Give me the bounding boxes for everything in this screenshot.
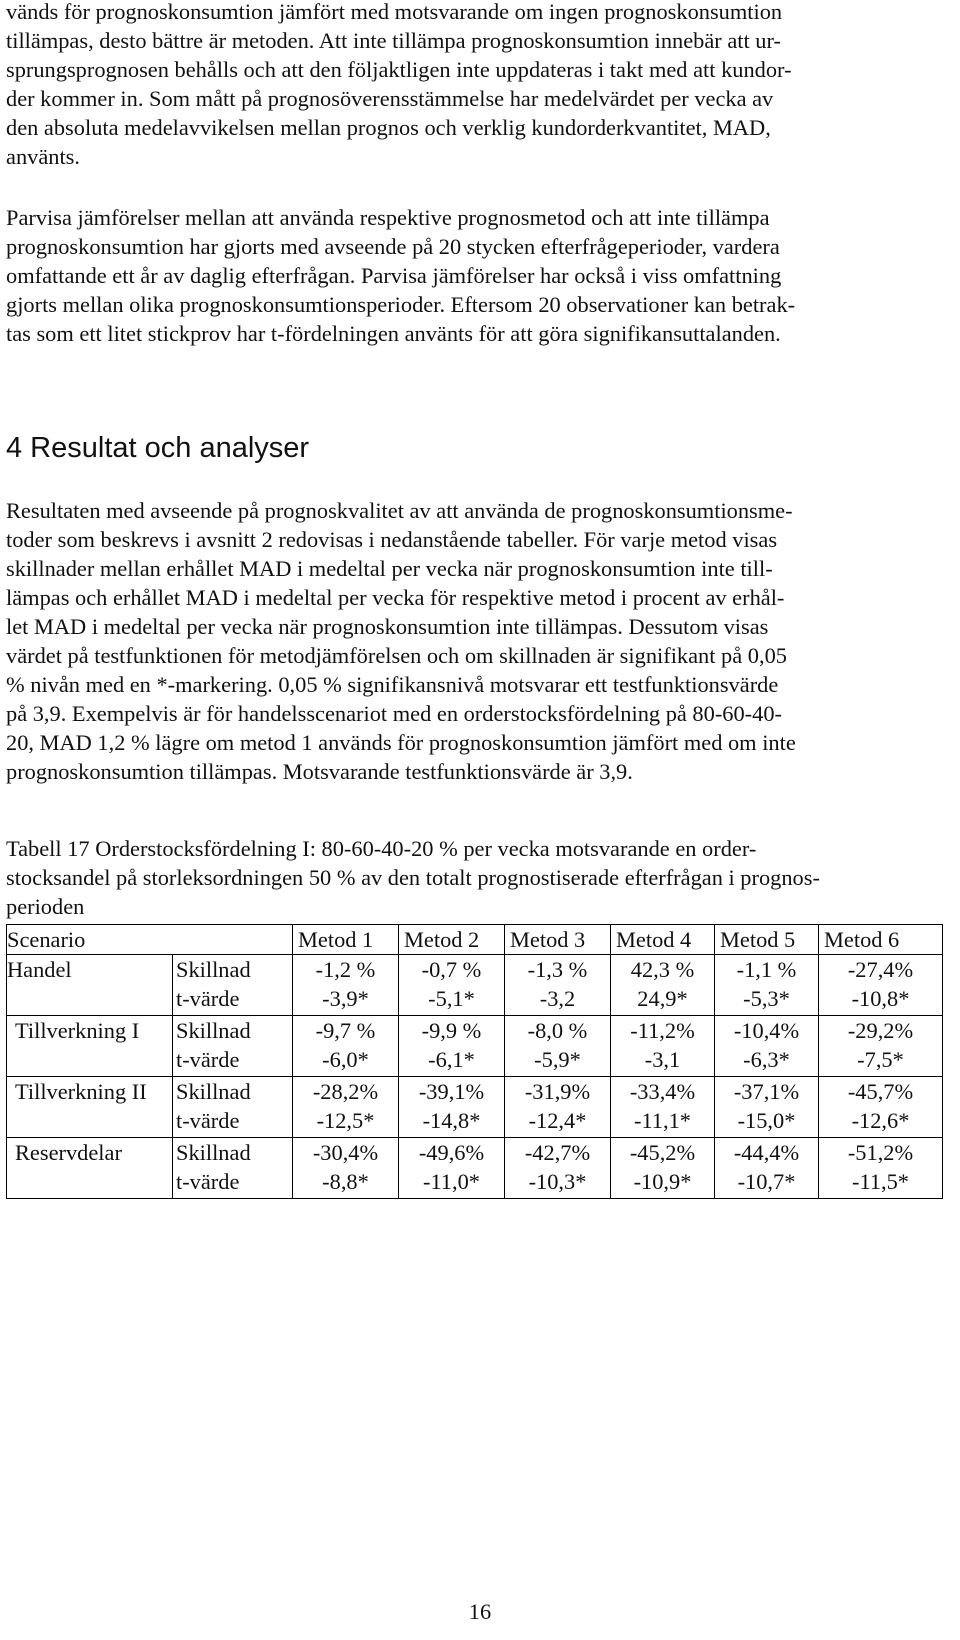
text-line: gjorts mellan olika prognoskonsumtionsperioder. Eftersom 20 observationer kan betrak-	[6, 292, 796, 317]
label-t-varde: t-värde	[176, 1108, 240, 1133]
text-line: den absoluta medelavvikelsen mellan prognos och verklig kundorderkvantitet, MAD,	[6, 115, 771, 140]
value-cell	[293, 1016, 399, 1077]
row-label-cell	[173, 1016, 293, 1077]
value-cell	[293, 1138, 399, 1199]
table-header-row	[7, 925, 943, 955]
table-row	[7, 1138, 943, 1199]
skillnad-value: -45,7%	[847, 1079, 914, 1104]
value-cell	[715, 955, 819, 1016]
paragraph-method-intro	[6, 0, 792, 171]
t-value: -3,2	[539, 986, 576, 1011]
skillnad-value: -0,7 %	[421, 957, 482, 982]
t-value: -3,1	[644, 1047, 681, 1072]
t-value: -5,1*	[428, 986, 475, 1011]
t-value: -7,5*	[857, 1047, 904, 1072]
scenario-cell: Tillverkning I	[7, 1016, 173, 1077]
value-cell	[399, 1016, 505, 1077]
label-skillnad: Skillnad	[176, 957, 251, 982]
table-row	[7, 1016, 943, 1077]
value-cell	[293, 955, 399, 1016]
t-value: -11,5*	[851, 1169, 909, 1194]
row-label-cell	[173, 955, 293, 1016]
value-cell	[611, 1138, 715, 1199]
text-line: Resultaten med avseende på prognoskvalitet av att använda de prognoskonsumtionsme-	[6, 498, 793, 523]
value-cell	[715, 1138, 819, 1199]
header-method-1: Metod 1	[293, 925, 399, 955]
t-value: -10,3*	[528, 1169, 587, 1194]
header-method-3: Metod 3	[505, 925, 611, 955]
text-line: på 3,9. Exempelvis är för handelsscenariot med en orderstocksfördelning på 80-60-40-	[6, 701, 782, 726]
t-value: -15,0*	[737, 1108, 796, 1133]
value-cell	[611, 955, 715, 1016]
t-value: -6,1*	[428, 1047, 475, 1072]
t-value: -10,8*	[851, 986, 910, 1011]
results-table-container	[6, 924, 943, 1199]
label-skillnad: Skillnad	[176, 1018, 251, 1043]
value-cell	[399, 955, 505, 1016]
label-t-varde: t-värde	[176, 986, 240, 1011]
t-value: -5,3*	[743, 986, 790, 1011]
value-cell	[293, 1077, 399, 1138]
text-line: sprungsprognosen behålls och att den följaktligen inte uppdateras i takt med att kundor-	[6, 57, 792, 82]
caption-line: Tabell 17 Orderstocksfördelning I: 80-60-40-20 % per vecka motsvarande en order-	[6, 836, 757, 861]
skillnad-value: -1,1 %	[736, 957, 797, 982]
skillnad-value: -1,3 %	[527, 957, 588, 982]
page-number: 16	[468, 1599, 492, 1624]
skillnad-value: -1,2 %	[315, 957, 376, 982]
text-line: lämpas och erhållet MAD i medeltal per vecka för respektive metod i procent av erhål-	[6, 585, 785, 610]
t-value: -8,8*	[322, 1169, 369, 1194]
text-line: let MAD i medeltal per vecka när prognoskonsumtion inte tillämpas. Dessutom visas	[6, 614, 769, 639]
t-value: -12,5*	[316, 1108, 375, 1133]
text-line: Parvisa jämförelser mellan att använda respektive prognosmetod och att inte tillämpa	[6, 205, 770, 230]
skillnad-value: -44,4%	[733, 1140, 800, 1165]
value-cell	[715, 1077, 819, 1138]
t-value: -5,9*	[534, 1047, 581, 1072]
value-cell	[505, 1077, 611, 1138]
skillnad-value: -45,2%	[629, 1140, 696, 1165]
value-cell	[819, 1138, 943, 1199]
header-method-5: Metod 5	[715, 925, 819, 955]
text-line: % nivån med en *-markering. 0,05 % signifikansnivå motsvarar ett testfunktionsvärde	[6, 672, 779, 697]
label-skillnad: Skillnad	[176, 1140, 251, 1165]
t-value: -11,1*	[633, 1108, 691, 1133]
t-value: 24,9*	[637, 986, 688, 1011]
text-line: tas som ett litet stickprov har t-fördelningen använts för att göra signifikansuttalanden.	[6, 321, 781, 346]
section-heading: 4 Resultat och analyser	[6, 432, 310, 464]
t-value: -10,7*	[737, 1169, 796, 1194]
value-cell	[505, 1016, 611, 1077]
scenario-cell: Tillverkning II	[7, 1077, 173, 1138]
skillnad-value: -51,2%	[847, 1140, 914, 1165]
paragraph-comparisons	[6, 203, 795, 348]
t-value: -3,9*	[322, 986, 369, 1011]
t-value: -12,6*	[851, 1108, 910, 1133]
skillnad-value: -9,7 %	[315, 1018, 376, 1043]
t-value: -12,4*	[528, 1108, 587, 1133]
label-skillnad: Skillnad	[176, 1079, 251, 1104]
skillnad-value: -11,2%	[630, 1018, 695, 1043]
text-line: 20, MAD 1,2 % lägre om metod 1 används för prognoskonsumtion jämfört med om inte	[6, 730, 796, 755]
label-t-varde: t-värde	[176, 1047, 240, 1072]
skillnad-value: -10,4%	[733, 1018, 800, 1043]
label-t-varde: t-värde	[176, 1169, 240, 1194]
text-line: vänds för prognoskonsumtion jämfört med motsvarande om ingen prognoskonsumtion	[6, 0, 783, 24]
scenario-cell: Reservdelar	[7, 1138, 173, 1199]
text-line: prognoskonsumtion tillämpas. Motsvarande testfunktionsvärde är 3,9.	[6, 759, 633, 784]
skillnad-value: -29,2%	[847, 1018, 914, 1043]
table-caption	[6, 834, 820, 921]
text-line: der kommer in. Som mått på prognosöverensstämmelse har medelvärdet per vecka av	[6, 86, 774, 111]
value-cell	[611, 1077, 715, 1138]
value-cell	[819, 1016, 943, 1077]
text-line: omfattande ett år av daglig efterfrågan. Parvisa jämförelser har också i viss omfattning	[6, 263, 782, 288]
value-cell	[819, 1077, 943, 1138]
value-cell	[399, 1138, 505, 1199]
text-line: toder som beskrevs i avsnitt 2 redovisas i nedanstående tabeller. För varje metod visas	[6, 527, 778, 552]
value-cell	[399, 1077, 505, 1138]
row-label-cell	[173, 1138, 293, 1199]
text-line: tillämpas, desto bättre är metoden. Att inte tillämpa prognoskonsumtion innebär att ur-	[6, 28, 781, 53]
t-value: -10,9*	[633, 1169, 692, 1194]
value-cell	[611, 1016, 715, 1077]
skillnad-value: -31,9%	[524, 1079, 591, 1104]
caption-line: perioden	[6, 894, 85, 919]
t-value: -6,3*	[743, 1047, 790, 1072]
scenario-cell: Handel	[7, 955, 173, 1016]
caption-line: stocksandel på storleksordningen 50 % av den totalt prognostiserade efterfrågan i prognos-	[6, 865, 820, 890]
skillnad-value: -28,2%	[312, 1079, 379, 1104]
skillnad-value: -8,0 %	[527, 1018, 588, 1043]
text-line: skillnader mellan erhållet MAD i medeltal per vecka när prognoskonsumtion inte till-	[6, 556, 773, 581]
skillnad-value: -30,4%	[312, 1140, 379, 1165]
header-scenario: Scenario	[7, 925, 293, 955]
text-line: prognoskonsumtion har gjorts med avseende på 20 stycken efterfrågeperioder, vardera	[6, 234, 780, 259]
t-value: -11,0*	[422, 1169, 480, 1194]
skillnad-value: -37,1%	[733, 1079, 800, 1104]
value-cell	[819, 955, 943, 1016]
header-method-6: Metod 6	[819, 925, 943, 955]
row-label-cell	[173, 1077, 293, 1138]
value-cell	[715, 1016, 819, 1077]
skillnad-value: -27,4%	[847, 957, 914, 982]
skillnad-value: -9,9 %	[421, 1018, 482, 1043]
table-row	[7, 955, 943, 1016]
skillnad-value: -42,7%	[524, 1140, 591, 1165]
skillnad-value: 42,3 %	[630, 957, 695, 982]
paragraph-results	[6, 496, 796, 786]
text-line: värdet på testfunktionen för metodjämförelsen och om skillnaden är signifikant på 0,05	[6, 643, 787, 668]
skillnad-value: -49,6%	[418, 1140, 485, 1165]
value-cell	[505, 955, 611, 1016]
table-row	[7, 1077, 943, 1138]
results-table	[6, 924, 943, 1199]
t-value: -6,0*	[322, 1047, 369, 1072]
value-cell	[505, 1138, 611, 1199]
header-method-4: Metod 4	[611, 925, 715, 955]
skillnad-value: -33,4%	[629, 1079, 696, 1104]
skillnad-value: -39,1%	[418, 1079, 485, 1104]
text-line: använts.	[6, 144, 80, 169]
t-value: -14,8*	[422, 1108, 481, 1133]
header-method-2: Metod 2	[399, 925, 505, 955]
